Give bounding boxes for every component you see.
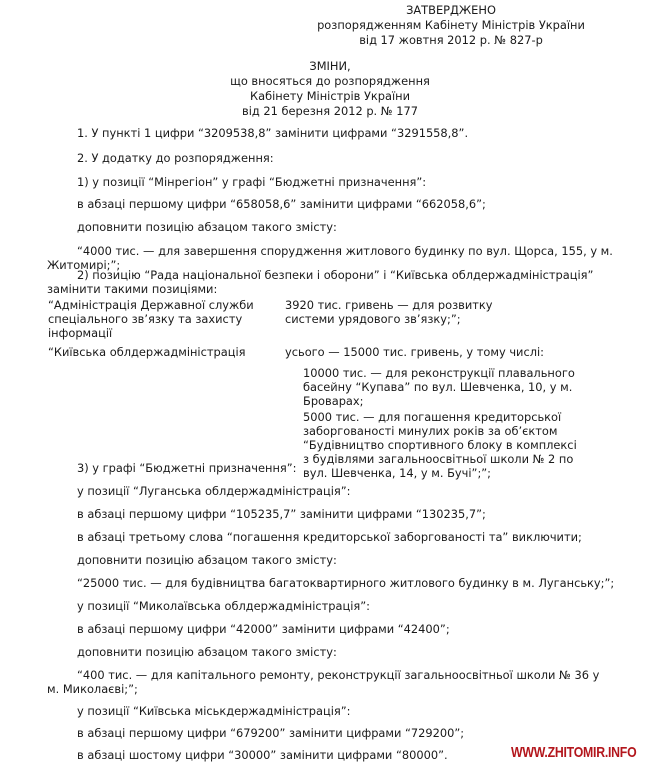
paragraph: м. Миколаєві;”;	[47, 682, 138, 696]
paragraph: доповнити позицію абзацом такого змісту:	[77, 645, 337, 659]
paragraph: у позиції “Миколаївська облдержадміністрація”:	[77, 599, 371, 613]
paragraph: в абзаці першому цифри “679200” замінити цифрами “729200”;	[77, 726, 465, 740]
approval-stamp	[240, 3, 662, 48]
paragraph: 3) у графі “Бюджетні призначення”:	[77, 461, 297, 475]
paragraph: 2. У додатку до розпорядження:	[77, 151, 274, 165]
paragraph: у позиції “Луганська облдержадміністрація”:	[77, 484, 351, 498]
table-row-1-left: “Адміністрація Державної служби спеціального зв’язку та захисту інформації	[48, 298, 254, 340]
table-row-1-right: 3920 тис. гривень — для розвитку системи урядового зв’язку;”;	[285, 298, 493, 326]
site-watermark: WWW.ZHITOMIR.INFO	[511, 744, 637, 761]
paragraph: Житомирі;”;	[47, 258, 121, 272]
paragraph: в абзаці третьому слова “погашення кредиторської заборгованості та” виключити;	[77, 530, 582, 544]
paragraph: в абзаці першому цифри “42000” замінити цифрами “42400”;	[77, 622, 450, 636]
document-title	[180, 59, 480, 119]
table-row-2-right: усього — 15000 тис. гривень, у тому числі:	[285, 345, 545, 359]
title-heading: ЗМІНИ,	[309, 59, 351, 73]
table-row-2-sub-1: 10000 тис. — для реконструкції плавального басейну “Купава” по вул. Шевченка, 10, у м. Броварах;	[303, 366, 575, 408]
paragraph: в абзаці першому цифри “105235,7” замінити цифрами “130235,7”;	[77, 507, 486, 521]
title-line-3: Кабінету Міністрів України	[250, 89, 410, 103]
paragraph: 1. У пункті 1 цифри “3209538,8” замінити цифрами “3291558,8”.	[77, 126, 469, 140]
paragraph: замінити такими позиціями:	[47, 282, 218, 296]
paragraph: 1) у позиції “Мінрегіон” у графі “Бюджетні призначення”:	[77, 175, 427, 189]
paragraph: у позиції “Київська міськдержадміністрація”:	[77, 704, 351, 718]
paragraph: в абзаці першому цифри “658058,6” замінити цифрами “662058,6”;	[77, 197, 486, 211]
paragraph: доповнити позицію абзацом такого змісту:	[77, 553, 337, 567]
paragraph: в абзаці шостому цифри “30000” замінити цифрами “80000”.	[77, 748, 448, 762]
paragraph: “4000 тис. — для завершення спорудження житлового будинку по вул. Щорса, 155, у м.	[77, 244, 613, 258]
approved-label: ЗАТВЕРДЖЕНО	[406, 3, 496, 17]
approved-by: розпорядженням Кабінету Міністрів України	[317, 18, 585, 32]
paragraph: доповнити позицію абзацом такого змісту:	[77, 220, 337, 234]
paragraph: “25000 тис. — для будівництва багатоквартирного житлового будинку в м. Луганську;”;	[77, 576, 615, 590]
table-row-2-left: “Київська облдержадміністрація	[48, 345, 246, 359]
title-line-2: що вносяться до розпорядження	[230, 74, 430, 88]
table-row-2-sub-2: 5000 тис. — для погашення кредиторської заборгованості минулих років за об’єктом “Будівництво спортивного блоку в комплексі з будівлями загальноосвітньої школи № 2 по вул. Шевченка, 14, у м. Бучі”;”;	[303, 410, 577, 480]
paragraph: “400 тис. — для капітального ремонту, реконструкції загальноосвітньої школи № 36 у	[77, 668, 600, 682]
approved-date: від 17 жовтня 2012 р. № 827-р	[359, 33, 543, 47]
title-date: від 21 березня 2012 р. № 177	[241, 104, 419, 118]
paragraph: 2) позицію “Рада національної безпеки і оборони” і “Київська облдержадміністрація”	[77, 268, 594, 282]
